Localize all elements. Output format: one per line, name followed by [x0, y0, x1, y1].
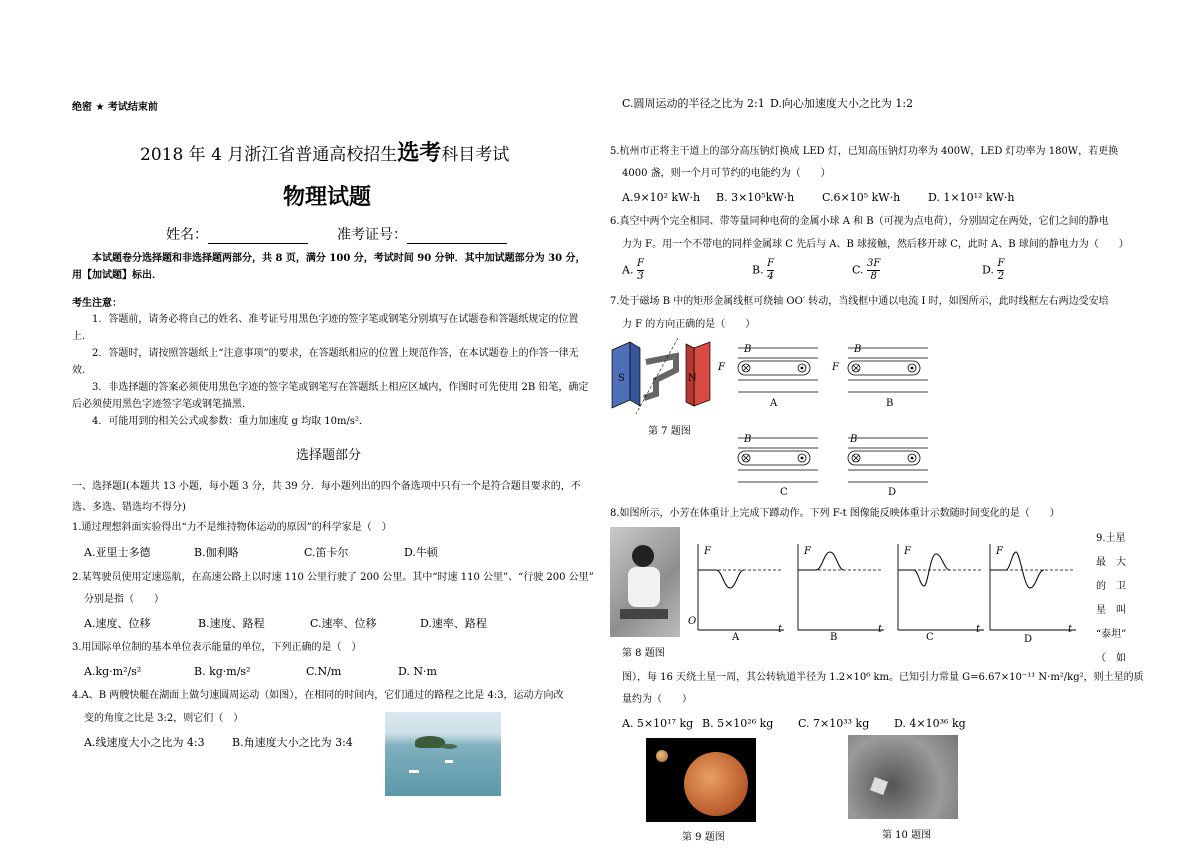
q6-b-label: B. — [752, 263, 764, 277]
q3-option-a[interactable]: A.kg·m²/s² — [84, 665, 142, 678]
section-title: 选择题部分 — [296, 448, 362, 463]
denominator: 2 — [997, 271, 1005, 282]
q6-option-c[interactable] — [852, 258, 880, 283]
q4-option-a[interactable]: A.线速度大小之比为 4:3 — [84, 736, 205, 749]
q3-option-c[interactable]: C.N/m — [306, 665, 342, 678]
q9-side-line: “泰坦” — [1096, 629, 1127, 640]
q10-caption: 第 10 题图 — [882, 830, 932, 841]
q8-graphs — [688, 540, 1088, 640]
q9-side-line: （ 如 — [1096, 653, 1126, 664]
q7-stem-cont: 力 F 的方向正确的是（ ） — [622, 319, 756, 330]
graph-d-t: t — [1068, 624, 1073, 635]
q3-stem: 3.用国际单位制的基本单位表示能量的单位，下列正确的是（ ） — [72, 642, 362, 653]
panel-label-a: A — [770, 398, 778, 409]
graph-label-b: B — [830, 632, 838, 643]
notice-list — [72, 311, 590, 430]
part1-instructions: 一、选择题Ⅰ(本题共 13 小题，每小题 3 分，共 39 分．每小题列出的四个备选项中只有一个是符合题目要求的，不选、多选、错选均不得分) — [72, 481, 581, 513]
q9-side-line: 9.土星 — [1096, 533, 1126, 544]
magnet-s: S — [618, 373, 625, 384]
panel-b-b: B — [854, 344, 862, 355]
q6-d-label: D. — [982, 263, 994, 277]
q4-stem-cont: 变的角度之比是 3:2，则它们（ ） — [84, 713, 244, 724]
q2-option-d[interactable]: D.速率、路程 — [420, 617, 487, 630]
q4-option-d[interactable]: D.向心加速度大小之比为 1:2 — [770, 97, 914, 110]
q2-stem: 2.某驾驶员使用定速巡航，在高速公路上以时速 110 公里行驶了 200 公里。其中“时速 110 公里”、“行驶 200 公里” — [72, 572, 594, 583]
q9-side-line: 的 卫 — [1096, 581, 1126, 592]
q1-option-b[interactable]: B.伽利略 — [194, 546, 239, 559]
q6-c-label: C. — [852, 263, 864, 277]
subject-title: 物理试题 — [283, 185, 372, 210]
q6-d-fraction — [997, 258, 1004, 283]
panel-d-b: B — [850, 434, 858, 445]
notice-item: 2．答题时，请按照答题纸上“注意事项”的要求，在答题纸相应的位置上规范作答，在本试题卷上的作答一律无效． — [72, 348, 579, 376]
q1-stem: 1.通过理想斜面实验得出“力不是维持物体运动的原因”的科学家是（ ） — [72, 522, 392, 533]
graph-c-f: F — [904, 546, 911, 557]
graph-a-t: t — [778, 624, 783, 635]
q3-option-b[interactable]: B. kg·m/s² — [194, 665, 251, 678]
id-label: 准考证号： — [337, 227, 407, 243]
q6-stem-cont: 力为 F。用一个不带电的同样金属球 C 先后与 A、B 球接触，然后移开球 C，此时 A、B 球间的静电力为（ ） — [622, 239, 1129, 250]
q2-option-c[interactable]: C.速率、位移 — [310, 617, 377, 630]
q6-c-fraction — [867, 258, 880, 283]
numerator: 3F — [867, 258, 881, 269]
q6-b-fraction — [767, 258, 774, 283]
q9-option-b[interactable]: B. 5×10²⁶ kg — [702, 717, 774, 730]
name-label: 姓名： — [166, 227, 208, 243]
q4-lake-photo — [385, 712, 501, 796]
title-emphasis: 选考 — [397, 140, 442, 166]
graph-d-f: F — [996, 546, 1003, 557]
q4-option-b[interactable]: B.角速度大小之比为 3:4 — [232, 736, 353, 749]
intro: 本试题卷分选择题和非选择题两部分，共 8 页，满分 100 分，考试时间 90 分钟．其中加试题部分为 30 分，用【加试题】标出． — [72, 253, 586, 281]
q9-side-line: 最 大 — [1096, 557, 1126, 568]
exam-title — [140, 136, 509, 167]
graph-label-c: C — [926, 632, 934, 643]
q4-option-c[interactable]: C.圆周运动的半径之比为 2:1 — [622, 97, 765, 110]
graph-label-d: D — [1024, 634, 1033, 645]
title-part: 2018 年 4 月浙江省普通高校招生 — [140, 145, 398, 165]
panel-label-c: C — [780, 487, 788, 498]
numerator: F — [767, 258, 775, 269]
q1-option-c[interactable]: C.笛卡尔 — [304, 546, 349, 559]
q2-option-a[interactable]: A.速度、位移 — [84, 617, 151, 630]
graph-origin: O — [688, 616, 697, 627]
q5-option-b[interactable]: B. 3×10⁵kW·h — [716, 191, 795, 204]
notice-item: 1．答题前，请务必将自己的姓名、准考证号用黑色字迹的签字笔或钢笔分别填写在试题卷和答题纸规定的位置上． — [72, 314, 579, 342]
q4-stem: 4.A、B 两艘快艇在湖面上做匀速圆周运动（如图），在相同的时间内，它们通过的路程之比是 4:3，运动方向改 — [72, 690, 564, 701]
q5-stem-cont: 4000 盏，则一个月可节约的电能约为（ ） — [622, 168, 831, 179]
q9-caption: 第 9 题图 — [682, 832, 725, 843]
id-field[interactable] — [337, 224, 507, 244]
q5-stem: 5.杭州市正将主干道上的部分高压钠灯换成 LED 灯，已知高压钠灯功率为 400W，LED 灯功率为 180W，若更换 — [610, 146, 1119, 157]
notice-item: 3．非选择题的答案必须使用黑色字迹的签字笔或钢笔写在答题纸上相应区域内，作图时可先使用 2B 铅笔，确定后必须使用黑色字迹签字笔或钢笔描黑． — [72, 382, 589, 410]
numerator: F — [997, 258, 1005, 269]
q2-option-b[interactable]: B.速度、路程 — [198, 617, 265, 630]
panel-a-b: B — [744, 344, 752, 355]
q7-panels — [730, 340, 930, 500]
q3-option-d[interactable]: D. N·m — [398, 665, 437, 678]
q6-option-b[interactable] — [752, 258, 774, 283]
q1-option-a[interactable]: A.亚里士多德 — [84, 546, 151, 559]
q6-option-a[interactable] — [622, 258, 644, 283]
q6-a-fraction — [637, 258, 644, 283]
graph-label-a: A — [732, 632, 740, 643]
q9-stem: 图），每 16 天绕土星一周，其公转轨道半径为 1.2×10⁶ km。已知引力常量 G=6.67×10⁻¹¹ N·m²/kg²，则土星的质 — [622, 672, 1144, 683]
q6-option-d[interactable] — [982, 258, 1004, 283]
title-part: 科目考试 — [441, 145, 510, 165]
notice-title: 考生注意： — [72, 298, 122, 309]
graph-b-t: t — [878, 624, 883, 635]
q8-photo — [610, 527, 680, 637]
q9-option-a[interactable]: A. 5×10¹⁷ kg — [622, 717, 694, 730]
q5-option-a[interactable]: A.9×10² kW·h — [622, 191, 701, 204]
q8-stem: 8.如图所示，小芳在体重计上完成下蹲动作。下列 F-t 图像能反映体重计示数随时间变化的是（ ） — [610, 508, 1060, 519]
q9-side-text — [1096, 527, 1136, 671]
q1-option-d[interactable]: D.牛顿 — [404, 546, 438, 559]
q6-a-label: A. — [622, 263, 634, 277]
graph-a-f: F — [704, 546, 711, 557]
denominator: 4 — [767, 271, 774, 282]
magnet-n: N — [688, 373, 697, 384]
q7-stem: 7.处于磁场 B 中的矩形金属线框可绕轴 OO′ 转动，当线框中通以电流 I 时，如图所示，此时线框左右两边受安培 — [610, 296, 1109, 307]
q8-caption: 第 8 题图 — [622, 648, 665, 659]
name-field[interactable] — [166, 224, 308, 244]
panel-label-b: B — [886, 398, 894, 409]
q9-option-c[interactable]: C. 7×10³³ kg — [798, 717, 870, 730]
secret-label: 绝密 ★ 考试结束前 — [72, 102, 158, 113]
panel-c-b: B — [744, 434, 752, 445]
panel-a-f: F — [718, 362, 725, 373]
q9-stem-cont: 量约为（ ） — [622, 694, 692, 705]
q10-photo — [848, 735, 958, 819]
q2-stem-cont: 分别是指（ ） — [84, 594, 164, 605]
denominator: 8 — [867, 270, 880, 283]
q5-option-c[interactable]: C.6×10⁵ kW·h — [822, 191, 901, 204]
graph-b-f: F — [804, 546, 811, 557]
q9-titan-photo — [646, 738, 756, 822]
q6-stem: 6.真空中两个完全相同、带等量同种电荷的金属小球 A 和 B（可视为点电荷），分别固定在两处，它们之间的静电 — [610, 216, 1109, 227]
q7-caption: 第 7 题图 — [648, 426, 691, 437]
q9-option-d[interactable]: D. 4×10³⁶ kg — [894, 717, 966, 730]
numerator: F — [636, 258, 644, 269]
panel-a-f2: F — [832, 362, 839, 373]
q9-side-line: 星 叫 — [1096, 605, 1126, 616]
panel-label-d: D — [888, 487, 897, 498]
notice-item: 4．可能用到的相关公式或参数：重力加速度 g 均取 10m/s²． — [92, 416, 370, 427]
graph-c-t: t — [976, 624, 981, 635]
denominator: 3 — [637, 271, 644, 282]
q5-option-d[interactable]: D. 1×10¹² kW·h — [928, 191, 1015, 204]
